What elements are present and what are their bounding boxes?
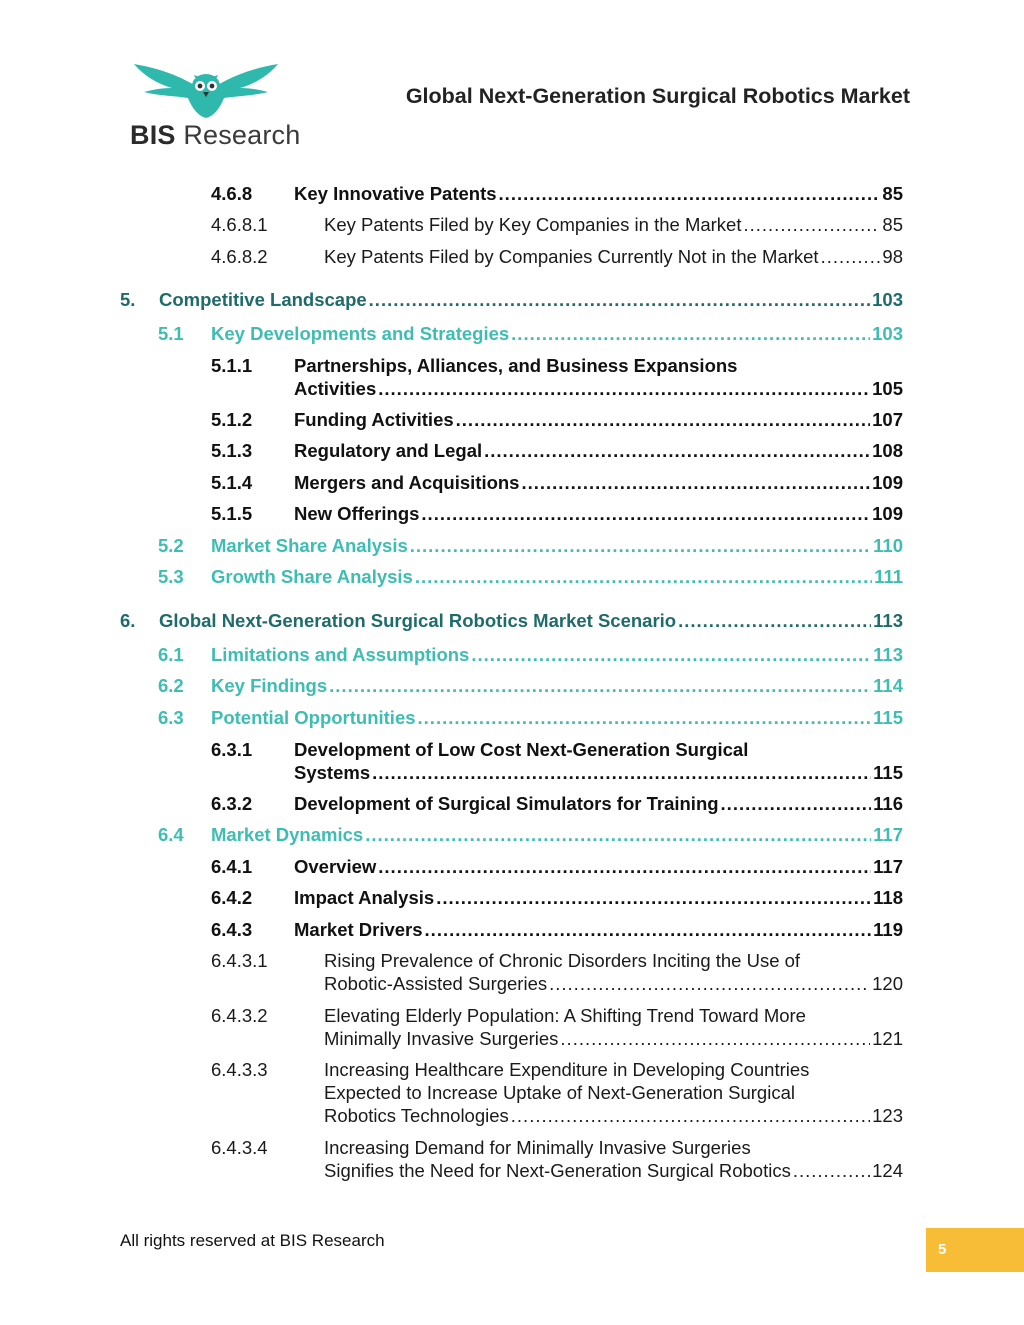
- toc-entry-page: 110: [873, 535, 903, 556]
- toc-entry-title: Systems: [294, 762, 371, 783]
- toc-entry-number: 6.1: [158, 644, 184, 665]
- toc-entry-title: Market Dynamics: [211, 824, 364, 845]
- toc-entry-page: 117: [873, 856, 903, 877]
- toc-leader-dots: [678, 609, 871, 632]
- toc-entry-page: 85: [882, 183, 903, 204]
- logo-wordmark: BIS Research: [130, 120, 301, 150]
- toc-leader-dots: [456, 408, 870, 431]
- toc-entry-title-line: Elevating Elderly Population: A Shifting Trend Toward More: [324, 1005, 806, 1026]
- toc-entry-title: Market Drivers: [294, 919, 423, 940]
- toc-entry-title: Competitive Landscape: [159, 289, 367, 310]
- toc-entry-number: 6.: [120, 610, 136, 631]
- toc-leader-dots: [521, 471, 870, 494]
- toc-entry-number: 6.4.3.4: [211, 1137, 268, 1158]
- toc-leader-dots: [421, 502, 870, 525]
- toc-entry-page: 115: [873, 762, 903, 783]
- toc-entry-title: Key Patents Filed by Key Companies in the Market: [324, 214, 742, 235]
- toc-entry-page: 103: [872, 323, 903, 344]
- toc-entry-page: 116: [873, 793, 903, 814]
- toc-entry-page: 124: [872, 1160, 903, 1181]
- toc-leader-dots: [410, 534, 871, 557]
- toc-entry-title: Impact Analysis: [294, 887, 435, 908]
- toc-entry-page: 108: [872, 440, 903, 461]
- toc-entry-page: 113: [873, 610, 903, 631]
- toc-entry-page: 118: [873, 887, 903, 908]
- toc-entry-title: Development of Surgical Simulators for Training: [294, 793, 719, 814]
- toc-entry-number: 4.6.8.1: [211, 214, 268, 235]
- toc-entry-title-line: Development of Low Cost Next-Generation Surgical: [294, 739, 749, 760]
- toc-entry-title: Signifies the Need for Next-Generation Surgical Robotics: [324, 1160, 791, 1181]
- toc-entry-page: 117: [873, 824, 903, 845]
- toc-leader-dots: [499, 182, 881, 205]
- toc-entry-number: 5.1.2: [211, 409, 253, 430]
- toc-entry-page: 109: [872, 472, 903, 493]
- toc-entry-number: 5.1.4: [211, 472, 253, 493]
- toc-leader-dots: [471, 643, 871, 666]
- toc-entry-title: Activities: [294, 378, 377, 399]
- toc-entry-number: 6.4.1: [211, 856, 253, 877]
- toc-entry-number: 6.3.2: [211, 793, 253, 814]
- toc-entry-number: 5.2: [158, 535, 184, 556]
- toc-entry-title: Potential Opportunities: [211, 707, 416, 728]
- toc-entry-title: Growth Share Analysis: [211, 566, 413, 587]
- toc-entry-number: 6.4.3.1: [211, 950, 268, 971]
- toc-entry-page: 107: [872, 409, 903, 430]
- toc-entry-number: 6.4.3.2: [211, 1005, 268, 1026]
- page-number-badge: [926, 1228, 1024, 1272]
- toc-entry-title-line: Expected to Increase Uptake of Next-Generation Surgical: [324, 1082, 795, 1103]
- toc-entry-title: Key Innovative Patents: [294, 183, 497, 204]
- toc-leader-dots: [484, 439, 870, 462]
- toc-entry-title-line: Rising Prevalence of Chronic Disorders Inciting the Use of: [324, 950, 801, 971]
- toc-entry-page: 98: [882, 246, 903, 267]
- toc-entry-number: 6.3: [158, 707, 184, 728]
- toc-entry-number: 6.4.3: [211, 919, 253, 940]
- toc-entry-title: Mergers and Acquisitions: [294, 472, 520, 493]
- toc-leader-dots: [549, 972, 870, 995]
- toc-entry-page: 121: [872, 1028, 903, 1049]
- toc-leader-dots: [425, 918, 872, 941]
- toc-leader-dots: [743, 213, 880, 236]
- toc-entry-page: 114: [873, 675, 903, 696]
- toc-entry-number: 4.6.8: [211, 183, 253, 204]
- toc-entry-page: 120: [872, 973, 903, 994]
- toc-entry-page: 119: [873, 919, 903, 940]
- toc-entry-title: Robotics Technologies: [324, 1105, 509, 1126]
- toc-leader-dots: [511, 322, 870, 345]
- toc-entry-title: Global Next-Generation Surgical Robotics Market Scenario: [159, 610, 677, 631]
- toc-entry-number: 5.1.3: [211, 440, 253, 461]
- toc-leader-dots: [329, 674, 871, 697]
- toc-entry-page: 105: [872, 378, 903, 399]
- footer-rights: All rights reserved at BIS Research: [120, 1231, 385, 1250]
- toc-entry-page: 115: [873, 707, 903, 728]
- page-number: 5: [938, 1241, 947, 1258]
- toc-entry-page: 113: [873, 644, 903, 665]
- toc-entry-title: Key Findings: [211, 675, 328, 696]
- toc-leader-dots: [378, 855, 871, 878]
- toc-entry-title: Regulatory and Legal: [294, 440, 483, 461]
- toc-entry-title-line: Partnerships, Alliances, and Business Expansions: [294, 355, 738, 376]
- toc-entry-number: 6.4.2: [211, 887, 253, 908]
- toc-entry-title: Key Developments and Strategies: [211, 323, 510, 344]
- owl-logo-icon: [130, 62, 282, 120]
- toc-entry-title-line: Increasing Healthcare Expenditure in Developing Countries: [324, 1059, 810, 1080]
- toc-entry-title: Funding Activities: [294, 409, 454, 430]
- toc-leader-dots: [369, 288, 870, 311]
- toc-leader-dots: [418, 706, 872, 729]
- bis-research-logo: [122, 62, 301, 152]
- toc-entry-page: 123: [872, 1105, 903, 1126]
- toc-entry-title: Robotic-Assisted Surgeries: [324, 973, 548, 994]
- toc-entry-number: 6.4: [158, 824, 184, 845]
- toc-leader-dots: [560, 1027, 870, 1050]
- toc-entry-page: 109: [872, 503, 903, 524]
- toc-leader-dots: [721, 792, 872, 815]
- toc-entry-number: 5.: [120, 289, 136, 310]
- toc-entry-title: Market Share Analysis: [211, 535, 408, 556]
- toc-leader-dots: [415, 565, 872, 588]
- toc-leader-dots: [821, 245, 881, 268]
- toc-entry-number: 5.1: [158, 323, 184, 344]
- document-title: Global Next-Generation Surgical Robotics Market: [405, 84, 910, 108]
- toc-leader-dots: [378, 377, 870, 400]
- toc-entry-title: Minimally Invasive Surgeries: [324, 1028, 559, 1049]
- toc-leader-dots: [511, 1104, 870, 1127]
- toc-leader-dots: [793, 1159, 870, 1182]
- toc-entry-number: 5.1.1: [211, 355, 253, 376]
- toc-entry-title: New Offerings: [294, 503, 420, 524]
- toc-entry-title: Key Patents Filed by Companies Currently Not in the Market: [324, 246, 819, 267]
- toc-entry-number: 6.4.3.3: [211, 1059, 268, 1080]
- toc-leader-dots: [365, 823, 871, 846]
- toc-entry-number: 4.6.8.2: [211, 246, 268, 267]
- toc-leader-dots: [372, 761, 871, 784]
- toc-entry-number: 5.3: [158, 566, 184, 587]
- toc-entry-page: 85: [882, 214, 903, 235]
- toc-entry-title: Limitations and Assumptions: [211, 644, 470, 665]
- toc-entry-number: 6.3.1: [211, 739, 253, 760]
- toc-entry-title-line: Increasing Demand for Minimally Invasive Surgeries: [324, 1137, 751, 1158]
- toc-entry-page: 111: [874, 566, 903, 587]
- toc-entry-title: Overview: [294, 856, 377, 877]
- toc-entry-number: 5.1.5: [211, 503, 253, 524]
- toc-leader-dots: [436, 886, 871, 909]
- toc-entry-page: 103: [872, 289, 903, 310]
- toc-entry-number: 6.2: [158, 675, 184, 696]
